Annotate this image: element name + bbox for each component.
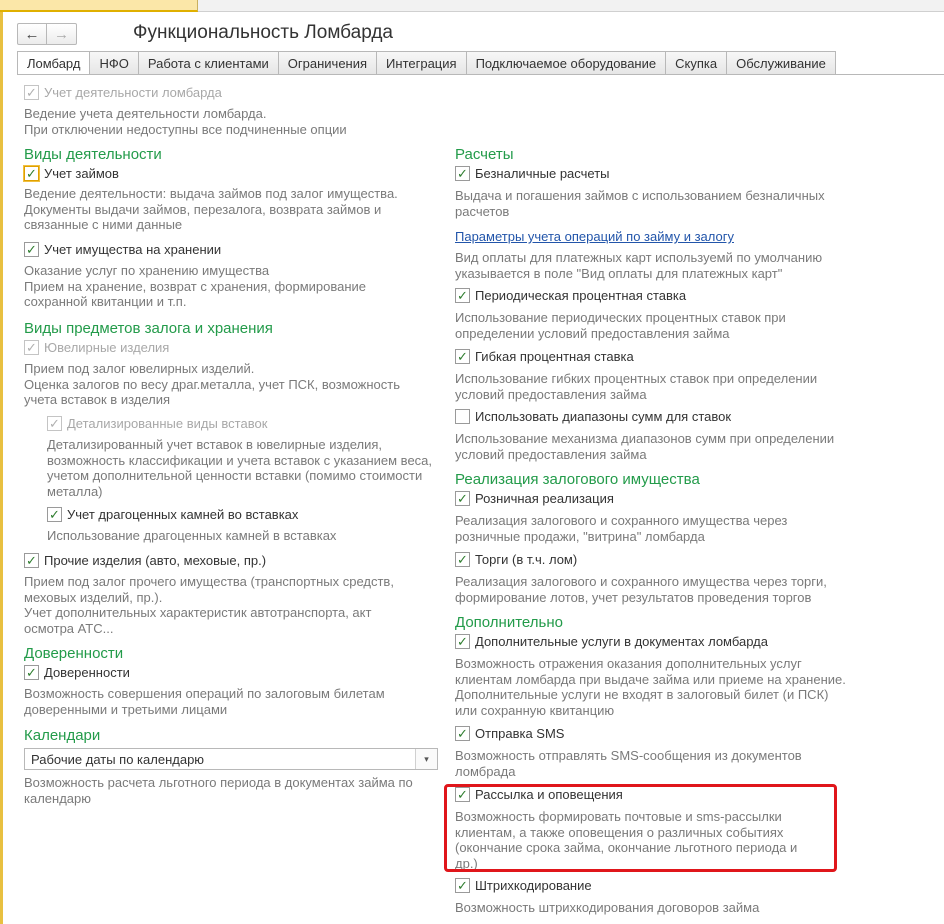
back-button[interactable] [17, 23, 47, 45]
checkbox-label: Дополнительные услуги в документах ломбарда [475, 634, 768, 649]
check-icon: ✓ [455, 349, 470, 364]
detailed-inserts-checkbox[interactable] [47, 416, 267, 431]
power-of-attorney-description: Возможность совершения операций по залоговым билетам доверенными и третьими лицами [24, 686, 385, 717]
tab-equipment[interactable]: Подключаемое оборудование [467, 51, 667, 75]
payment-type-description: Вид оплаты для платежных карт используемй по умолчанию указывается в поле "Вид оплаты для платежных карт" [455, 250, 823, 281]
tab-integration[interactable]: Интеграция [377, 51, 467, 75]
other-items-checkbox[interactable] [24, 553, 266, 568]
check-icon: ✓ [455, 491, 470, 506]
check-icon: ✓ [47, 507, 62, 522]
check-icon: ✓ [24, 242, 39, 257]
check-icon: ✓ [455, 787, 470, 802]
retail-checkbox[interactable] [455, 491, 614, 506]
check-icon: ✓ [455, 634, 470, 649]
storage-checkbox[interactable] [24, 242, 221, 257]
forward-arrow-icon: → [54, 25, 69, 43]
flexible-rate-description: Использование гибких процентных ставок при определении условий предоставления займа [455, 371, 818, 402]
retail-description: Реализация залогового и сохранного имущества через розничные продажи, "витрина" ломбарда [455, 513, 788, 544]
checkbox-label: Детализированные виды вставок [67, 416, 268, 431]
back-arrow-icon: ← [24, 25, 40, 43]
tab-service[interactable]: Обслуживание [727, 51, 836, 75]
section-heading-realization: Реализация залогового имущества [455, 471, 700, 488]
tab-restrictions[interactable]: Ограничения [279, 51, 377, 75]
calendars-description: Возможность расчета льготного периода в документах займа по календарю [24, 775, 413, 806]
section-heading-activity: Виды деятельности [24, 146, 162, 163]
check-icon: ✓ [24, 85, 39, 100]
tab-nfo[interactable]: НФО [90, 51, 138, 75]
dropdown-icon[interactable]: ▾ [415, 749, 437, 769]
precious-stones-checkbox[interactable] [47, 507, 298, 522]
check-icon: ✓ [455, 166, 470, 181]
section-heading-additional: Дополнительно [455, 614, 563, 631]
extra-services-description: Возможность отражения оказания дополнительных услуг клиентам ломбарда при выдаче займа или приеме на хранение. Дополнительные услуги не входят в залоговый билет (и ПСК) или сохранную квитанцию [455, 656, 846, 718]
loans-checkbox[interactable] [24, 166, 119, 181]
checkbox-label: Учет деятельности ломбарда [44, 85, 222, 100]
checkbox-label: Гибкая процентная ставка [475, 349, 634, 364]
checkbox-label: Безналичные расчеты [475, 166, 610, 181]
jewelry-description: Прием под залог ювелирных изделий. Оценка залогов по весу драг.металла, учет ПСК, возможность учета вставок в изделия [24, 361, 401, 407]
calendar-select[interactable] [24, 748, 438, 770]
sms-description: Возможность отправлять SMS-сообщения из документов ломбрада [455, 748, 802, 779]
page-title: Функциональность Ломбарда [133, 22, 393, 43]
window-tab-fragment[interactable] [0, 0, 198, 12]
calendar-select-value: Рабочие даты по календарю [31, 752, 205, 767]
mailing-description: Возможность формировать почтовые и sms-рассылки клиентам, а также оповещения о различных событиях (окончание срока займа, окончание льготного периода и др.) [455, 809, 798, 871]
checkbox-label: Ювелирные изделия [44, 340, 170, 355]
barcoding-description: Возможность штрихкодирования договоров займа [455, 900, 760, 915]
loan-operations-params-link[interactable]: Параметры учета операций по займу и залогу [455, 229, 734, 244]
section-heading-settlements: Расчеты [455, 146, 514, 163]
cashless-description: Выдача и погашения займов с использованием безналичных расчетов [455, 188, 825, 219]
section-heading-calendars: Календари [24, 727, 101, 744]
checkbox-label: Учет имущества на хранении [44, 242, 222, 257]
tab-bar [17, 51, 836, 75]
section-heading-pledge-types: Виды предметов залога и хранения [24, 320, 273, 337]
extra-services-checkbox[interactable] [455, 634, 768, 649]
checkbox-label: Периодическая процентная ставка [475, 288, 687, 303]
storage-description: Оказание услуг по хранению имущества Прием на хранение, возврат с хранения, формирование сохранной квитанции и т.п. [24, 263, 367, 309]
empty-checkbox-icon [455, 409, 470, 424]
check-icon: ✓ [24, 665, 39, 680]
periodic-rate-checkbox[interactable] [455, 288, 686, 303]
lombard-description: Ведение учета деятельности ломбарда. При отключении недоступны все подчиненные опции [24, 106, 347, 137]
amount-ranges-description: Использование механизма диапазонов сумм при определении условий предоставления займа [455, 431, 835, 462]
check-icon: ✓ [455, 878, 470, 893]
precious-stones-description: Использование драгоценных камней в вставках [47, 528, 337, 543]
power-of-attorney-checkbox[interactable] [24, 665, 130, 680]
tab-underline [17, 74, 944, 75]
check-icon: ✓ [24, 166, 39, 181]
checkbox-label: Рассылка и оповещения [475, 787, 623, 802]
left-accent-bar [0, 12, 3, 924]
checkbox-label: Учет займов [44, 166, 119, 181]
amount-ranges-checkbox[interactable] [455, 409, 731, 424]
flexible-rate-checkbox[interactable] [455, 349, 634, 364]
lombard-accounting-checkbox[interactable] [24, 85, 222, 100]
checkbox-label: Учет драгоценных камней во вставках [67, 507, 299, 522]
checkbox-label: Отправка SMS [475, 726, 565, 741]
checkbox-label: Розничная реализация [475, 491, 614, 506]
forward-button[interactable] [47, 23, 77, 45]
check-icon: ✓ [24, 553, 39, 568]
mailing-checkbox[interactable] [455, 787, 623, 802]
cashless-checkbox[interactable] [455, 166, 610, 181]
tab-lombard[interactable]: Ломбард [17, 51, 90, 75]
sms-checkbox[interactable] [455, 726, 564, 741]
loans-description: Ведение деятельности: выдача займов под залог имущества. Документы выдачи займов, перезалога, возврата займов и связанные с ними данные [24, 186, 398, 232]
barcoding-checkbox[interactable] [455, 878, 592, 893]
checkbox-label: Прочие изделия (авто, меховые, пр.) [44, 553, 267, 568]
checkbox-label: Доверенности [44, 665, 130, 680]
check-icon: ✓ [24, 340, 39, 355]
tab-buyout[interactable]: Скупка [666, 51, 727, 75]
auctions-checkbox[interactable] [455, 552, 577, 567]
tab-clients[interactable]: Работа с клиентами [139, 51, 279, 75]
checkbox-label: Торги (в т.ч. лом) [475, 552, 578, 567]
check-icon: ✓ [455, 288, 470, 303]
check-icon: ✓ [47, 416, 62, 431]
checkbox-label: Использовать диапазоны сумм для ставок [475, 409, 732, 424]
periodic-rate-description: Использование периодических процентных ставок при определении условий предоставления займа [455, 310, 786, 341]
check-icon: ✓ [455, 552, 470, 567]
checkbox-label: Штрихкодирование [475, 878, 592, 893]
top-window-strip [0, 0, 944, 12]
detailed-inserts-description: Детализированный учет вставок в ювелирные изделия, возможность классификации и учета вставок с указанием веса, учетом дополнительной ценности вставки (помимо стоимости металла) [47, 437, 433, 499]
check-icon: ✓ [455, 726, 470, 741]
other-items-description: Прием под залог прочего имущества (транспортных средств, меховых изделий, пр.). Учет дополнительных характеристик автотранспорта, акт осмотра АТС... [24, 574, 394, 636]
jewelry-checkbox[interactable] [24, 340, 169, 355]
section-heading-power-of-attorney: Доверенности [24, 645, 124, 662]
auctions-description: Реализация залогового и сохранного имущества через торги, формирование лотов, учет результатов проведения торгов [455, 574, 827, 605]
